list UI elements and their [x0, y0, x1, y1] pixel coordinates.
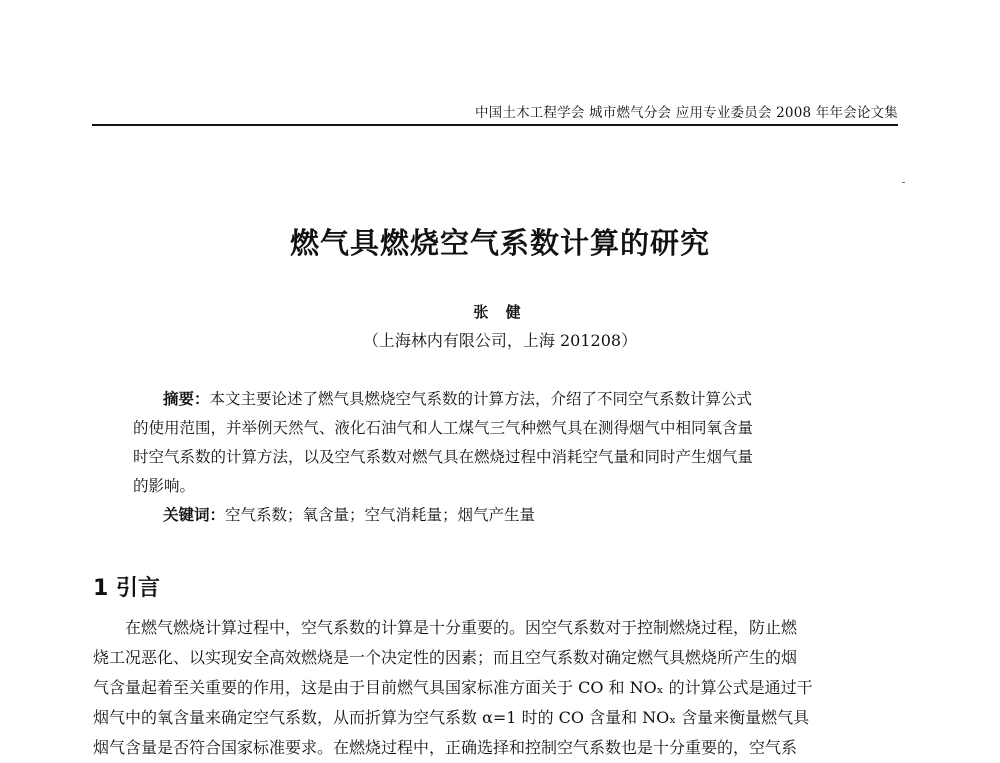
keywords-label: 关键词： — [163, 506, 226, 524]
abstract-line — [133, 385, 875, 414]
keywords-line — [133, 501, 875, 530]
body-line: 烧工况恶化、以实现安全高效燃烧是一个决定性的因素；而且空气系数对确定燃气具燃烧所产生的烟 — [93, 648, 798, 667]
section-body — [93, 613, 899, 763]
abstract-line: 时空气系数的计算方法，以及空气系数对燃气具在燃烧过程中消耗空气量和同时产生烟气量 — [133, 448, 754, 466]
header-rule — [92, 124, 898, 126]
abstract-label: 摘要： — [163, 390, 210, 408]
abstract-text: 本文主要论述了燃气具燃烧空气系数的计算方法，介绍了不同空气系数计算公式 — [209, 390, 753, 408]
body-line: 烟气中的氧含量来确定空气系数，从而折算为空气系数 α=1 时的 CO 含量和 NOₓ 含量来衡量燃气具 — [93, 708, 810, 727]
body-line: 烟气含量是否符合国家标准要求。在燃烧过程中，正确选择和控制空气系数也是十分重要的，空气系 — [93, 738, 798, 757]
section-heading: 1 引言 — [93, 576, 160, 601]
abstract-line: 的影响。 — [133, 477, 196, 495]
paper-title: 燃气具燃烧空气系数计算的研究 — [289, 226, 710, 260]
author-affiliation: （上海林内有限公司，上海 201208） — [362, 331, 638, 350]
scan-speck — [902, 182, 905, 183]
abstract-block — [133, 385, 875, 530]
keywords-text: 空气系数；氧含量；空气消耗量；烟气产生量 — [225, 506, 536, 524]
author-name: 张 健 — [473, 303, 527, 321]
abstract-line: 的使用范围，并举例天然气、液化石油气和人工煤气三气种燃气具在测得烟气中相同氧含量 — [133, 419, 754, 437]
body-line: 在燃气燃烧计算过程中，空气系数的计算是十分重要的。因空气系数对于控制燃烧过程，防止燃 — [125, 618, 798, 637]
running-header: 中国土木工程学会 城市燃气分会 应用专业委员会 2008 年年会论文集 — [474, 105, 898, 121]
body-line: 气含量起着至关重要的作用，这是由于目前燃气具国家标准方面关于 CO 和 NOₓ 的计算公式是通过干 — [93, 678, 813, 697]
